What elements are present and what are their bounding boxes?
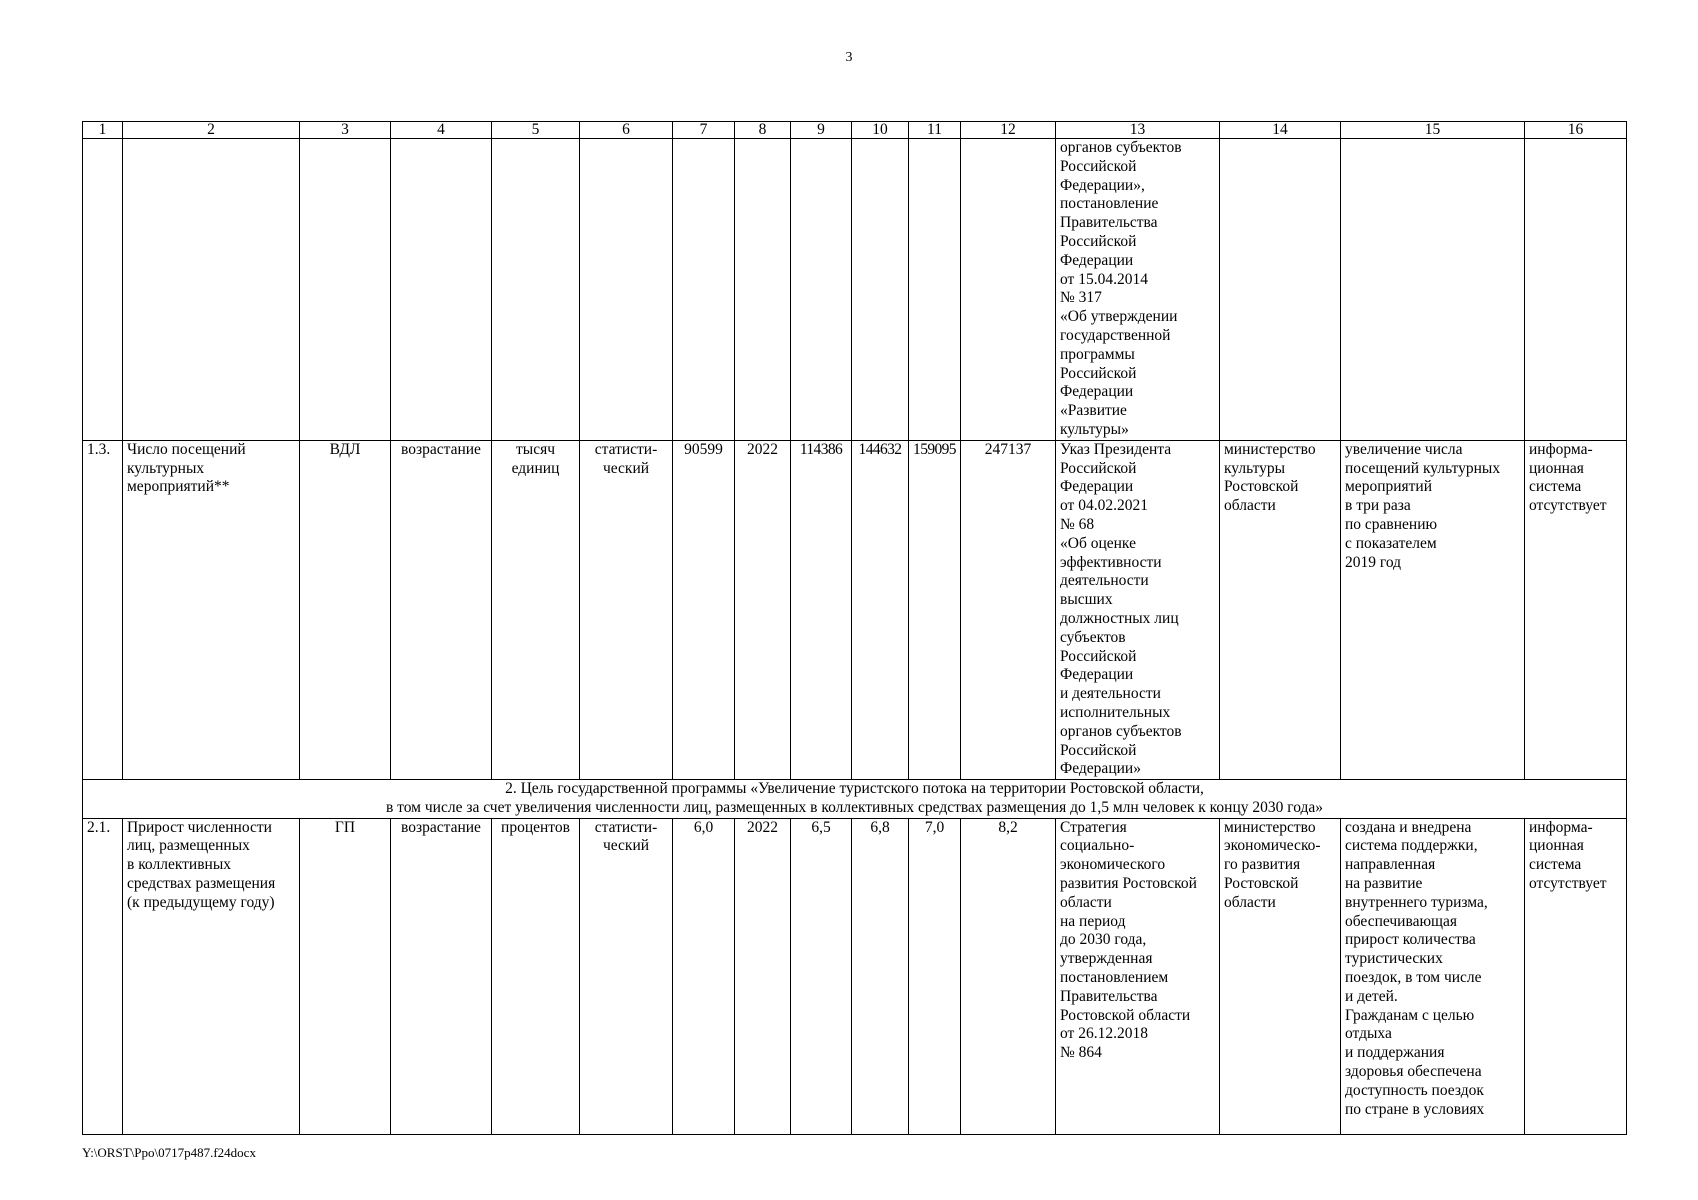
document-cell: Стратегия социально- экономического развития Ростовской области на период до 2030 года, утвержденная постановлением Правительства Ростовской области от 26.12.2018 № 864 xyxy=(1056,818,1220,1134)
base-value: 6,0 xyxy=(673,818,735,1134)
trend: возрастание xyxy=(391,818,492,1134)
column-number: 4 xyxy=(391,122,492,139)
unit: тысяч единиц xyxy=(492,440,580,779)
indicator-name: Число посещений культурных мероприятий** xyxy=(123,440,300,779)
table-row xyxy=(83,440,1627,779)
method: статисти- ческий xyxy=(580,818,673,1134)
column-number: 2 xyxy=(123,122,300,139)
base-year: 2022 xyxy=(735,818,791,1134)
value-col12: 247137 xyxy=(961,440,1056,779)
column-numbers-row xyxy=(83,122,1627,139)
column-number: 16 xyxy=(1525,122,1627,139)
column-number: 5 xyxy=(492,122,580,139)
indicators-table xyxy=(82,121,1627,1135)
value-col12: 8,2 xyxy=(961,818,1056,1134)
column-number: 8 xyxy=(735,122,791,139)
responsible: министерство экономическо- го развития Ростовской области xyxy=(1220,818,1341,1134)
indicator-name: Прирост численности лиц, размещенных в коллективных средствах размещения (к предыдущему году) xyxy=(123,818,300,1134)
method: статисти- ческий xyxy=(580,440,673,779)
column-number: 13 xyxy=(1056,122,1220,139)
page-number: 3 xyxy=(845,50,853,65)
section-title: 2. Цель государственной программы «Увеличение туристского потока на территории Ростовской области, в том числе за счет увеличения численности лиц, размещенных в коллективных средствах размещения до 1,5 млн человек к концу 2030 года» xyxy=(83,780,1627,819)
section-row xyxy=(83,780,1627,819)
value-col9: 6,5 xyxy=(791,818,852,1134)
link-to-goals: увеличение числа посещений культурных мероприятий в три раза по сравнению с показателем 2019 год xyxy=(1341,440,1525,779)
link-to-goals: создана и внедрена система поддержки, направленная на развитие внутреннего туризма, обеспечивающая прирост количества туристических поездок, в том числе и детей. Гражданам с целью отдыха и поддержания здоровья обеспечена доступность поездок по стране в условиях xyxy=(1341,818,1525,1134)
document-cell: Указ Президента Российской Федерации от 04.02.2021 № 68 «Об оценке эффективности деятельности высших должностных лиц субъектов Российской Федерации и деятельности исполнительных органов субъектов Российской Федерации» xyxy=(1056,440,1220,779)
value-col11: 159095 xyxy=(909,440,961,779)
column-number: 3 xyxy=(300,122,391,139)
column-number: 9 xyxy=(791,122,852,139)
value-col10: 144632 xyxy=(852,440,909,779)
column-number: 14 xyxy=(1220,122,1341,139)
column-number: 6 xyxy=(580,122,673,139)
base-value: 90599 xyxy=(673,440,735,779)
value-col11: 7,0 xyxy=(909,818,961,1134)
column-number: 10 xyxy=(852,122,909,139)
value-col10: 6,8 xyxy=(852,818,909,1134)
file-path-footer: Y:\ORST\Ppo\0717p487.f24docx xyxy=(82,1145,256,1160)
base-year: 2022 xyxy=(735,440,791,779)
indicator-level: ГП xyxy=(300,818,391,1134)
indicator-level: ВДЛ xyxy=(300,440,391,779)
row-number: 2.1. xyxy=(83,818,123,1134)
column-number: 7 xyxy=(673,122,735,139)
document-cell: органов субъектов Российской Федерации», постановление Правительства Российской Федерации от 15.04.2014 № 317 «Об утверждении государственной программы Российской Федерации «Развитие культуры» xyxy=(1056,139,1220,441)
value-col9: 114386 xyxy=(791,440,852,779)
row-number: 1.3. xyxy=(83,440,123,779)
unit: процентов xyxy=(492,818,580,1134)
info-system: информа- ционная система отсутствует xyxy=(1525,440,1627,779)
column-number: 12 xyxy=(961,122,1056,139)
column-number: 11 xyxy=(909,122,961,139)
info-system: информа- ционная система отсутствует xyxy=(1525,818,1627,1134)
column-number: 15 xyxy=(1341,122,1525,139)
column-number: 1 xyxy=(83,122,123,139)
continuation-row xyxy=(83,139,1627,441)
table-row xyxy=(83,818,1627,1134)
responsible: министерство культуры Ростовской области xyxy=(1220,440,1341,779)
trend: возрастание xyxy=(391,440,492,779)
